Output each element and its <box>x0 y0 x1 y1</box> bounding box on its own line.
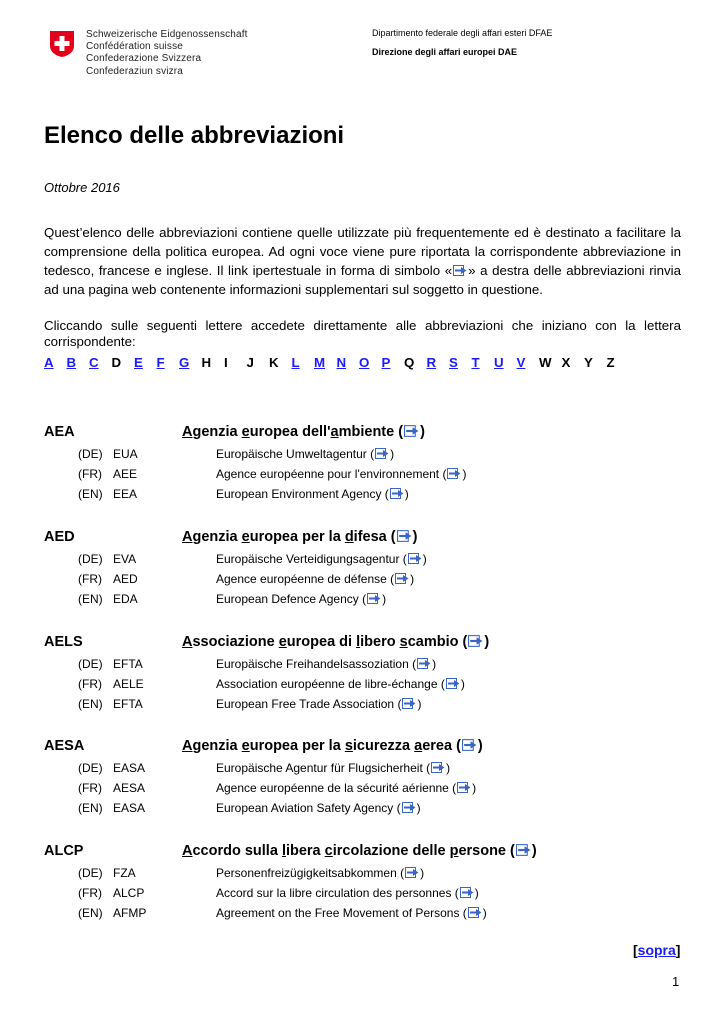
letter-o <box>359 355 382 370</box>
confed-line: Confédération suisse <box>86 41 183 53</box>
sub-abbreviation: EASA <box>113 801 146 815</box>
swiss-flag-icon <box>49 30 75 58</box>
letter-link-e[interactable]: E <box>134 355 143 370</box>
sub-language: (EN) <box>78 487 103 501</box>
letter-link-b[interactable]: B <box>66 355 77 370</box>
letter-y: Y <box>584 355 593 370</box>
sub-full-name: Europäische Agentur für Flugsicherheit ( ) <box>216 761 451 775</box>
sub-abbreviation: AELE <box>113 677 144 691</box>
letter-f <box>157 355 180 370</box>
bracket: ] <box>675 942 681 958</box>
external-link-icon[interactable] <box>404 425 419 437</box>
sub-language: (DE) <box>78 552 103 566</box>
sub-full-name: Accord sur la libre circulation des personnes ( ) <box>216 886 479 900</box>
department-name: Dipartimento federale degli affari esteri DFAE <box>372 28 553 38</box>
sub-full-name: Europäische Freihandelsassoziation ( ) <box>216 657 437 671</box>
sub-abbreviation: FZA <box>113 866 136 880</box>
entry-abbreviation: AESA <box>44 738 85 754</box>
sub-abbreviation: AFMP <box>113 906 147 920</box>
bracket: [ <box>633 942 638 958</box>
letter-e <box>134 355 157 370</box>
letter-link-a[interactable]: A <box>44 355 54 370</box>
external-link-icon[interactable] <box>468 907 482 918</box>
entry-full-name: Agenzia europea per la difesa ( ) <box>182 529 418 545</box>
sub-abbreviation: EFTA <box>113 697 143 711</box>
external-link-icon[interactable] <box>417 658 431 669</box>
sub-abbreviation: EVA <box>113 552 137 566</box>
external-link-icon[interactable] <box>431 762 445 773</box>
sub-language: (DE) <box>78 866 103 880</box>
sub-abbreviation: AED <box>113 572 138 586</box>
sub-abbreviation: AESA <box>113 781 146 795</box>
external-link-icon[interactable] <box>397 530 412 542</box>
sub-full-name: Association européenne de libre-échange ( ) <box>216 677 465 691</box>
letter-link-l[interactable]: L <box>291 355 300 370</box>
sub-abbreviation: AEE <box>113 467 138 481</box>
letter-t <box>472 355 495 370</box>
letter-link-r[interactable]: R <box>426 355 437 370</box>
sub-full-name: European Environment Agency ( ) <box>216 487 409 501</box>
sub-language: (EN) <box>78 801 103 815</box>
sub-abbreviation: EFTA <box>113 657 143 671</box>
intro-paragraph <box>44 223 681 299</box>
sub-full-name: European Aviation Safety Agency ( ) <box>216 801 421 815</box>
letter-r <box>427 355 450 370</box>
external-link-icon[interactable] <box>390 488 404 499</box>
letter-n <box>337 355 360 370</box>
letter-x: X <box>561 355 571 370</box>
external-link-icon[interactable] <box>402 802 416 813</box>
entry-full-name: Accordo sulla libera circolazione delle persone ( ) <box>182 843 537 859</box>
document-date: Ottobre 2016 <box>44 180 120 195</box>
letter-g <box>179 355 202 370</box>
letters-instruction: Cliccando sulle seguenti lettere accedete direttamente alle abbreviazioni che iniziano con la lettera corrispondente: <box>44 318 681 349</box>
sub-abbreviation: EEA <box>113 487 138 501</box>
letter-m <box>314 355 337 370</box>
back-to-top <box>633 942 680 958</box>
letter-v <box>517 355 540 370</box>
letter-w: W <box>539 355 552 370</box>
external-link-icon[interactable] <box>468 635 483 647</box>
external-link-icon[interactable] <box>405 867 419 878</box>
sub-full-name: Europäische Umweltagentur ( ) <box>216 447 395 461</box>
sub-language: (FR) <box>78 677 102 691</box>
sub-abbreviation: EUA <box>113 447 138 461</box>
confed-line: Schweizerische Eidgenossenschaft <box>86 29 248 40</box>
external-link-icon[interactable] <box>462 739 477 751</box>
sub-language: (EN) <box>78 697 103 711</box>
sub-full-name: Agreement on the Free Movement of Persons ( ) <box>216 906 487 920</box>
sub-language: (DE) <box>78 657 103 671</box>
entry-full-name: Agenzia europea per la sicurezza aerea ( ) <box>182 738 483 754</box>
sub-language: (DE) <box>78 761 103 775</box>
letter-z: Z <box>606 355 615 370</box>
entry-full-name: Associazione europea di libero scambio ( ) <box>182 634 490 650</box>
letter-q: Q <box>404 355 415 370</box>
sub-language: (EN) <box>78 592 103 606</box>
letter-link-t[interactable]: T <box>471 355 480 370</box>
letter-j: J <box>246 355 254 370</box>
external-link-icon[interactable] <box>408 553 422 564</box>
external-link-icon[interactable] <box>453 265 467 276</box>
sub-abbreviation: EASA <box>113 761 146 775</box>
directorate-name: Direzione degli affari europei DAE <box>372 47 518 57</box>
external-link-icon[interactable] <box>457 782 471 793</box>
letter-link-n[interactable]: N <box>336 355 347 370</box>
intro-text: » a destra delle abbreviazioni rinvia ad una pagina web contenente informazioni supplementari sul soggetto in questione. <box>44 263 681 297</box>
letter-c <box>89 355 112 370</box>
letter-link-c[interactable]: C <box>89 355 99 370</box>
external-link-icon[interactable] <box>460 887 474 898</box>
sub-full-name: Personenfreizügigkeitsabkommen ( ) <box>216 866 425 880</box>
letter-p <box>382 355 405 370</box>
sub-full-name: Agence européenne pour l'environnement ( ) <box>216 467 467 481</box>
sub-language: (FR) <box>78 467 102 481</box>
confed-line: Confederazione Svizzera <box>86 53 202 65</box>
sub-language: (FR) <box>78 781 102 795</box>
external-link-icon[interactable] <box>402 698 416 709</box>
external-link-icon[interactable] <box>367 593 381 604</box>
letter-link-g[interactable]: G <box>179 355 190 370</box>
sub-full-name: Europäische Verteidigungsagentur ( ) <box>216 552 427 566</box>
sub-language: (FR) <box>78 572 102 586</box>
sub-language: (FR) <box>78 886 102 900</box>
letter-b <box>67 355 90 370</box>
entry-abbreviation: AELS <box>44 634 83 650</box>
letter-link-v[interactable]: V <box>516 355 526 370</box>
external-link-icon[interactable] <box>395 573 409 584</box>
letter-d: D <box>111 355 122 370</box>
confed-line: Confederaziun svizra <box>86 65 183 77</box>
letter-link-u[interactable]: U <box>494 355 504 370</box>
entry-abbreviation: AEA <box>44 424 75 440</box>
sub-full-name: Agence européenne de défense ( ) <box>216 572 415 586</box>
letter-index <box>44 355 629 370</box>
sub-abbreviation: EDA <box>113 592 138 606</box>
sub-full-name: European Free Trade Association ( ) <box>216 697 422 711</box>
sub-full-name: European Defence Agency ( ) <box>216 592 387 606</box>
page-title: Elenco delle abbreviazioni <box>44 122 345 149</box>
confederation-names <box>86 29 248 78</box>
letter-link-o[interactable]: O <box>359 355 370 370</box>
letter-i: I <box>224 355 228 370</box>
sub-abbreviation: ALCP <box>113 886 145 900</box>
sub-full-name: Agence européenne de la sécurité aérienne ( ) <box>216 781 477 795</box>
intro-text: Quest’elenco delle abbreviazioni contiene quelle utilizzate più frequentemente ed è destinato a facilitare la comprensione della politica europea. Ad ogni voce viene pure riportata la corrispondente abbreviazione in tedesco, francese e inglese. Il link ipertestuale in forma di simbolo « <box>44 225 681 278</box>
entry-full-name: Agenzia europea dell'ambiente ( ) <box>182 424 425 440</box>
sub-language: (DE) <box>78 447 103 461</box>
external-link-icon[interactable] <box>375 448 389 459</box>
page-number: 1 <box>672 974 680 989</box>
entry-abbreviation: AED <box>44 529 75 545</box>
external-link-icon[interactable] <box>516 844 531 856</box>
letter-link-m[interactable]: M <box>314 355 326 370</box>
letter-link-f[interactable]: F <box>156 355 165 370</box>
external-link-icon[interactable] <box>447 468 461 479</box>
letter-a <box>44 355 67 370</box>
letter-k: K <box>269 355 279 370</box>
external-link-icon[interactable] <box>446 678 460 689</box>
letter-u <box>494 355 517 370</box>
top-link[interactable]: sopra <box>637 942 676 958</box>
entry-abbreviation: ALCP <box>44 843 84 859</box>
letter-h: H <box>201 355 212 370</box>
sub-language: (EN) <box>78 906 103 920</box>
letter-l <box>292 355 315 370</box>
letter-link-s[interactable]: S <box>449 355 458 370</box>
letter-link-p[interactable]: P <box>381 355 391 370</box>
letter-s <box>449 355 472 370</box>
